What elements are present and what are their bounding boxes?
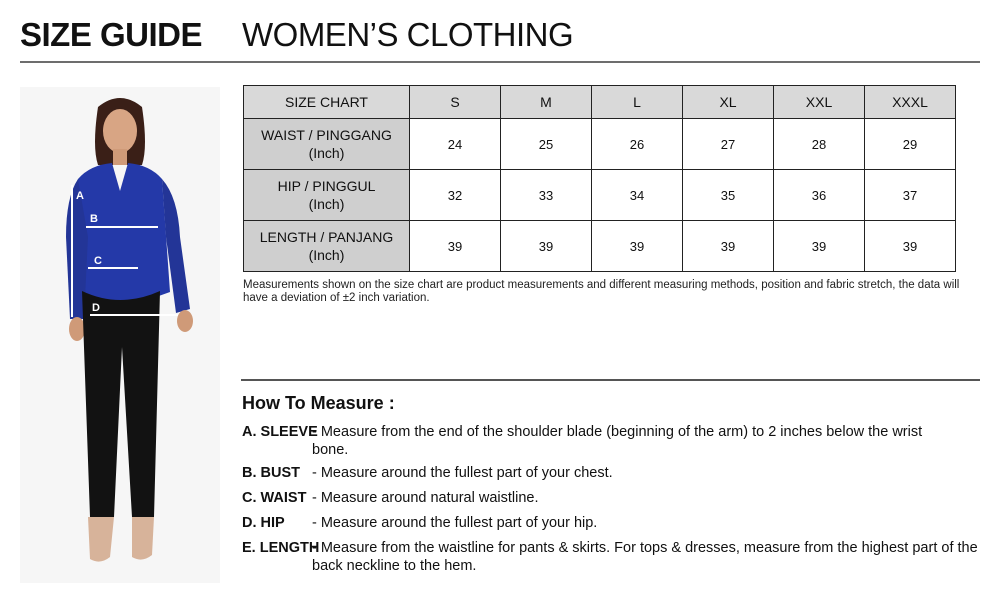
measure-desc: - Measure around the fullest part of your hip. xyxy=(312,515,598,531)
measure-label: A. SLEEVE xyxy=(242,424,318,440)
model-photo xyxy=(20,87,220,583)
table-cell: 39 xyxy=(865,221,956,272)
measure-label: D. HIP xyxy=(242,515,285,531)
table-cell: 39 xyxy=(774,221,865,272)
row-unit: (Inch) xyxy=(308,196,345,212)
table-row xyxy=(244,170,956,221)
table-cell: 32 xyxy=(410,170,501,221)
measure-label: E. LENGTH xyxy=(242,540,320,556)
how-to-measure-title: How To Measure : xyxy=(242,393,395,413)
table-cell: 39 xyxy=(501,221,592,272)
measurement-note: Measurements shown on the size chart are product measurements and different measuring methods, position and fabric stretch, the data will have a deviation of ±2 inch variation. xyxy=(243,279,960,304)
model-figure-illustration xyxy=(20,87,220,583)
label-c: C xyxy=(94,255,102,267)
size-header: S xyxy=(410,86,501,119)
page-subtitle: WOMEN’S CLOTHING xyxy=(242,16,574,53)
header-divider xyxy=(20,61,980,63)
size-chart-table xyxy=(243,85,956,272)
measure-desc: - Measure around natural waistline. xyxy=(312,490,539,506)
table-corner: SIZE CHART xyxy=(244,86,410,119)
row-label xyxy=(244,221,410,272)
label-d: D xyxy=(92,302,100,314)
row-label xyxy=(244,119,410,170)
size-header: L xyxy=(592,86,683,119)
page-title: SIZE GUIDE xyxy=(20,16,203,53)
measure-label: C. WAIST xyxy=(242,490,307,506)
measure-desc: - Measure from the waistline for pants & skirts. For tops & dresses, measure from the highest part of the back neckline to the hem. xyxy=(312,540,978,574)
table-cell: 37 xyxy=(865,170,956,221)
row-name: LENGTH / PANJANG xyxy=(259,229,394,245)
row-label xyxy=(244,170,410,221)
table-cell: 39 xyxy=(592,221,683,272)
measure-desc: - Measure around the fullest part of your chest. xyxy=(312,465,613,481)
measure-label: B. BUST xyxy=(242,465,300,481)
measure-item-bust xyxy=(242,464,982,482)
row-name: WAIST / PINGGANG xyxy=(261,127,392,143)
label-b: B xyxy=(90,213,98,225)
label-a: A xyxy=(76,190,84,202)
table-cell: 26 xyxy=(592,119,683,170)
table-cell: 35 xyxy=(683,170,774,221)
size-header: M xyxy=(501,86,592,119)
table-cell: 33 xyxy=(501,170,592,221)
table-cell: 36 xyxy=(774,170,865,221)
table-row xyxy=(244,119,956,170)
row-unit: (Inch) xyxy=(308,247,345,263)
size-header: XXL xyxy=(774,86,865,119)
table-cell: 24 xyxy=(410,119,501,170)
table-cell: 39 xyxy=(410,221,501,272)
table-cell: 28 xyxy=(774,119,865,170)
row-unit: (Inch) xyxy=(308,145,345,161)
table-cell: 29 xyxy=(865,119,956,170)
measure-item-waist xyxy=(242,489,982,507)
table-cell: 34 xyxy=(592,170,683,221)
table-row xyxy=(244,221,956,272)
table-cell: 25 xyxy=(501,119,592,170)
row-name: HIP / PINGGUL xyxy=(277,178,376,194)
size-header: XL xyxy=(683,86,774,119)
size-header: XXXL xyxy=(865,86,956,119)
measure-item-hip xyxy=(242,514,982,532)
measure-item-length xyxy=(242,539,982,575)
measure-item-sleeve xyxy=(242,423,982,459)
table-cell: 27 xyxy=(683,119,774,170)
measure-desc: - Measure from the end of the shoulder blade (beginning of the arm) to 2 inches below the wrist bone. xyxy=(312,424,923,458)
table-cell: 39 xyxy=(683,221,774,272)
section-divider xyxy=(241,379,980,381)
table-header-row xyxy=(244,86,956,119)
